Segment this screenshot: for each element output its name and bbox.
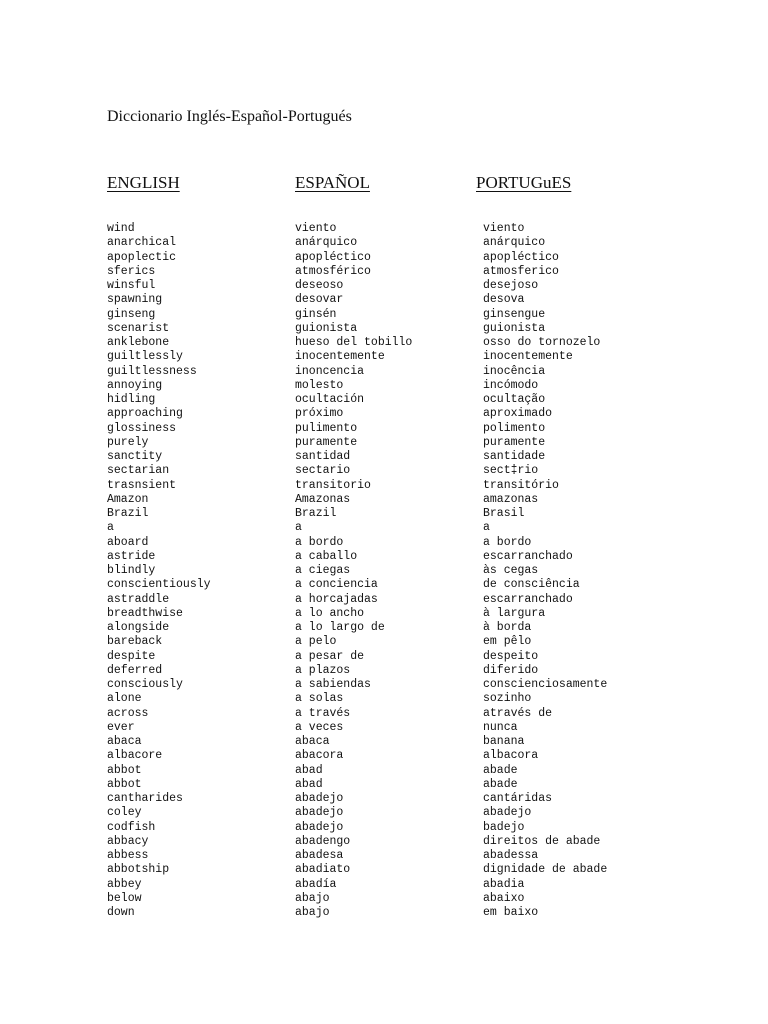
english-word: trasnsient [107,478,177,492]
portuguese-word: às cegas [483,564,539,577]
english-word: sanctity [107,450,163,463]
column-header-english: ENGLISH [107,173,180,192]
english-word: annoying [107,378,163,392]
portuguese-word: sect‡rio [483,464,539,478]
spanish-word: abadejo [295,792,344,805]
spanish-word: santidad [295,450,351,463]
spanish-word: abadengo [295,834,351,848]
english-word: bareback [107,635,163,649]
spanish-word: a través [295,706,351,720]
portuguese-word: aproximado [483,407,553,421]
portuguese-word: desejoso [483,279,539,292]
spanish-word: abaca [295,735,330,748]
english-word: abbey [107,877,142,891]
english-word: guiltlessly [107,350,183,364]
spanish-word: inoncencia [295,364,365,378]
spanish-word: a lo largo de [295,621,385,634]
english-word: ever [107,720,135,734]
english-word: breadthwise [107,606,183,620]
spanish-word: a ciegas [295,564,351,577]
portuguese-word: viento [483,222,525,235]
portuguese-word: a [483,521,490,535]
portuguese-word: polimento [483,421,546,435]
english-word: purely [107,435,149,449]
portuguese-word: guionista [483,321,546,335]
english-word: abbacy [107,834,149,848]
spanish-word: ocultación [295,393,365,406]
portuguese-word: despeito [483,649,539,663]
portuguese-word: diferido [483,663,539,677]
portuguese-word: incómodo [483,378,539,392]
portuguese-word: abade [483,777,518,791]
column-header-spanish: ESPAÑOL [295,173,370,192]
portuguese-word-list [483,222,753,920]
spanish-word: a [295,521,302,535]
portuguese-word: abade [483,763,518,777]
english-word: Brazil [107,507,149,520]
spanish-word: a veces [295,720,344,734]
spanish-word: a horcajadas [295,592,378,606]
portuguese-word: desova [483,293,525,307]
portuguese-word: cantáridas [483,792,553,805]
english-word: consciously [107,678,183,691]
spanish-word: Brazil [295,507,337,520]
portuguese-word: de consciência [483,578,580,592]
spanish-word: molesto [295,378,344,392]
english-word: abbot [107,763,142,777]
english-word: approaching [107,407,183,421]
portuguese-word: nunca [483,720,518,734]
portuguese-word: inocentemente [483,350,573,364]
spanish-word: abadesa [295,849,344,862]
portuguese-word: Brasil [483,507,525,520]
english-word: astraddle [107,592,170,606]
portuguese-word: banana [483,735,525,748]
spanish-word: a solas [295,692,344,706]
portuguese-word: badejo [483,820,525,834]
english-word: astride [107,549,156,563]
spanish-word: guionista [295,321,358,335]
portuguese-word: anárquico [483,236,546,250]
english-word: glossiness [107,421,177,435]
portuguese-word: atmosferico [483,264,559,278]
portuguese-word: puramente [483,435,546,449]
spanish-word: abajo [295,906,330,919]
spanish-word: a conciencia [295,578,378,592]
spanish-word: desovar [295,293,344,307]
english-word: across [107,706,149,720]
portuguese-word: amazonas [483,492,539,506]
spanish-word: a sabiendas [295,678,371,691]
spanish-word: abajo [295,891,330,905]
english-word: below [107,891,142,905]
portuguese-word: sozinho [483,692,532,706]
spanish-word: abadía [295,877,337,891]
english-word: guiltlessness [107,364,197,378]
english-word: alongside [107,621,170,634]
english-word: coley [107,806,142,820]
spanish-word: anárquico [295,236,358,250]
english-word: aboard [107,535,149,549]
spanish-word: a bordo [295,535,344,549]
portuguese-word: abadessa [483,849,539,862]
portuguese-word: à largura [483,606,546,620]
english-word: apoplectic [107,250,177,264]
english-word: abaca [107,735,142,748]
spanish-word: abadejo [295,806,344,820]
spanish-word: apopléctico [295,250,371,264]
spanish-word: abacora [295,749,344,763]
english-word: abbot [107,777,142,791]
english-word: abbess [107,849,149,862]
spanish-word: atmosférico [295,264,371,278]
portuguese-word: dignidade de abade [483,863,608,877]
spanish-word: abadejo [295,820,344,834]
spanish-word: abadiato [295,863,351,877]
english-word: anarchical [107,236,177,250]
portuguese-word: à borda [483,621,532,634]
portuguese-word: transitório [483,478,559,492]
english-word: Amazon [107,492,149,506]
english-word: deferred [107,663,163,677]
spanish-word: a pesar de [295,649,365,663]
english-word: blindly [107,564,156,577]
portuguese-word: escarranchado [483,549,573,563]
portuguese-word: abadia [483,877,525,891]
spanish-word: a pelo [295,635,337,649]
spanish-word: deseoso [295,279,344,292]
portuguese-word: osso do tornozelo [483,336,601,349]
english-word: cantharides [107,792,183,805]
english-word: wind [107,222,135,235]
spanish-word: sectario [295,464,351,478]
portuguese-word: albacora [483,749,539,763]
column-header-portuguese: PORTUGuES [476,173,572,192]
english-word: winsful [107,279,156,292]
english-word: sectarian [107,464,170,478]
spanish-word: inocentemente [295,350,385,364]
spanish-word: abad [295,777,323,791]
spanish-word: puramente [295,435,358,449]
portuguese-word: direitos de abade [483,834,601,848]
english-word: conscientiously [107,578,211,592]
portuguese-word: inocência [483,364,546,378]
spanish-word: viento [295,222,337,235]
spanish-word: hueso del tobillo [295,336,413,349]
english-word: ginseng [107,307,156,321]
portuguese-word: conscienciosamente [483,678,608,691]
english-word: codfish [107,820,156,834]
english-word: alone [107,692,142,706]
spanish-word: Amazonas [295,492,351,506]
english-word-list [107,222,292,920]
english-word: hidling [107,393,156,406]
english-word: sferics [107,264,156,278]
english-word: down [107,906,135,919]
english-word: a [107,521,114,535]
portuguese-word: em pêlo [483,635,532,649]
portuguese-word: em baixo [483,906,539,919]
portuguese-word: ginsengue [483,307,546,321]
english-word: anklebone [107,336,170,349]
spanish-word: pulimento [295,421,358,435]
spanish-word: transitorio [295,478,371,492]
spanish-word: a caballo [295,549,358,563]
english-word: scenarist [107,321,170,335]
spanish-word: ginsén [295,307,337,321]
portuguese-word: apopléctico [483,250,559,264]
document-title: Diccionario Inglés-Español-Portugués [107,108,352,125]
english-word: spawning [107,293,163,307]
spanish-word: a plazos [295,663,351,677]
english-word: despite [107,649,156,663]
portuguese-word: abadejo [483,806,532,820]
english-word: abbotship [107,863,170,877]
portuguese-word: santidade [483,450,546,463]
portuguese-word: a bordo [483,535,532,549]
english-word: albacore [107,749,163,763]
portuguese-word: através de [483,706,553,720]
spanish-word: abad [295,763,323,777]
spanish-word-list [295,222,480,920]
spanish-word: próximo [295,407,344,421]
portuguese-word: escarranchado [483,592,573,606]
portuguese-word: ocultação [483,393,546,406]
portuguese-word: abaixo [483,891,525,905]
spanish-word: a lo ancho [295,606,365,620]
